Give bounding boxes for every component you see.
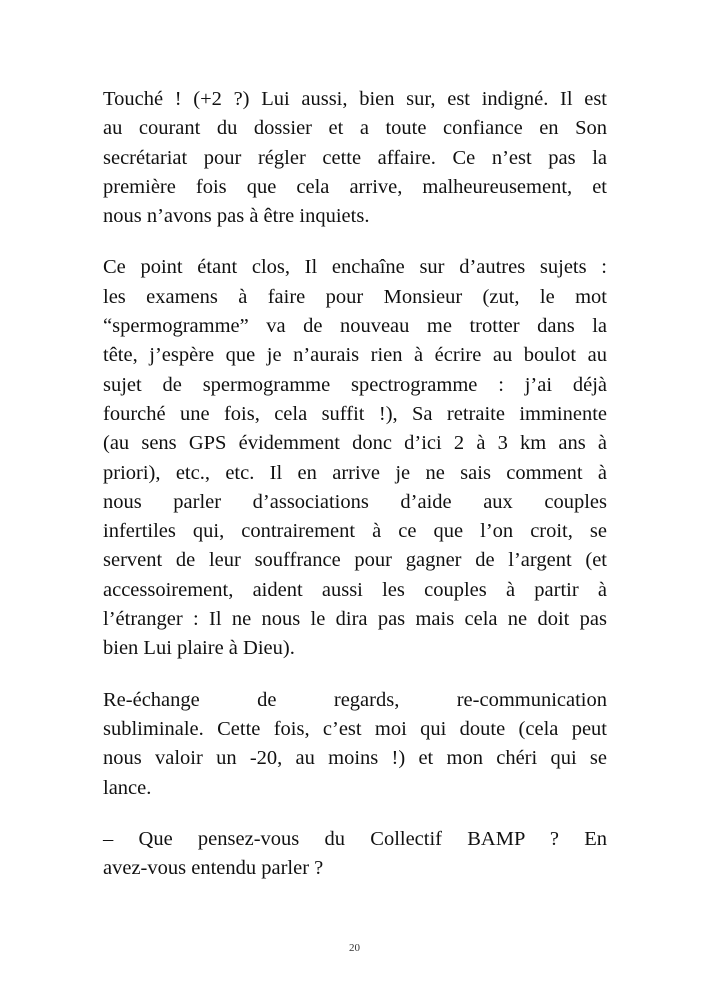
paragraph bbox=[103, 825, 607, 884]
text-line: Touché ! (+2 ?) Lui aussi, bien sur, est indigné. Il est bbox=[103, 88, 607, 110]
text-line: avez-vous entendu parler ? bbox=[103, 857, 324, 880]
text-line: bien Lui plaire à Dieu). bbox=[103, 637, 295, 660]
text-line: “spermogramme” va de nouveau me trotter dans la bbox=[103, 315, 607, 338]
text-line: nous n’avons pas à être inquiets. bbox=[103, 205, 370, 228]
text-line: première fois que cela arrive, malheureusement, et bbox=[103, 175, 607, 198]
paragraph bbox=[103, 85, 607, 231]
text-line: Ce point étant clos, Il enchaîne sur d’autres sujets : bbox=[103, 256, 607, 279]
text-line: accessoirement, aident aussi les couples à partir à bbox=[103, 578, 607, 601]
text-line: tête, j’espère que je n’aurais rien à écrire au boulot au bbox=[103, 344, 607, 367]
text-line: priori), etc., etc. Il en arrive je ne sais comment à bbox=[103, 461, 607, 484]
text-line: – Que pensez-vous du Collectif BAMP ? En bbox=[103, 827, 607, 850]
text-line: au courant du dossier et a toute confiance en Son bbox=[103, 117, 607, 140]
text-line: sujet de spermogramme spectrogramme : j’ai déjà bbox=[103, 373, 607, 396]
text-line: (au sens GPS évidemment donc d’ici 2 à 3 km ans à bbox=[103, 432, 607, 455]
page-number: 20 bbox=[349, 942, 360, 954]
paragraph bbox=[103, 686, 607, 803]
text-line: nous parler d’associations d’aide aux couples bbox=[103, 490, 607, 513]
text-line: Re-échange de regards, re-communication bbox=[103, 688, 607, 711]
text-line: les examens à faire pour Monsieur (zut, le mot bbox=[103, 285, 607, 308]
document-body bbox=[103, 85, 607, 905]
text-line: nous valoir un -20, au moins !) et mon chéri qui se bbox=[103, 747, 607, 770]
text-line: subliminale. Cette fois, c’est moi qui doute (cela peut bbox=[103, 717, 607, 740]
text-line: l’étranger : Il ne nous le dira pas mais cela ne doit pas bbox=[103, 608, 607, 631]
text-line: secrétariat pour régler cette affaire. Ce n’est pas la bbox=[103, 146, 607, 169]
text-line: servent de leur souffrance pour gagner de l’argent (et bbox=[103, 549, 607, 572]
text-line: infertiles qui, contrairement à ce que l’on croit, se bbox=[103, 520, 607, 543]
text-line: fourché une fois, cela suffit !), Sa retraite imminente bbox=[103, 402, 607, 425]
paragraph bbox=[103, 253, 607, 663]
text-line: lance. bbox=[103, 776, 152, 799]
